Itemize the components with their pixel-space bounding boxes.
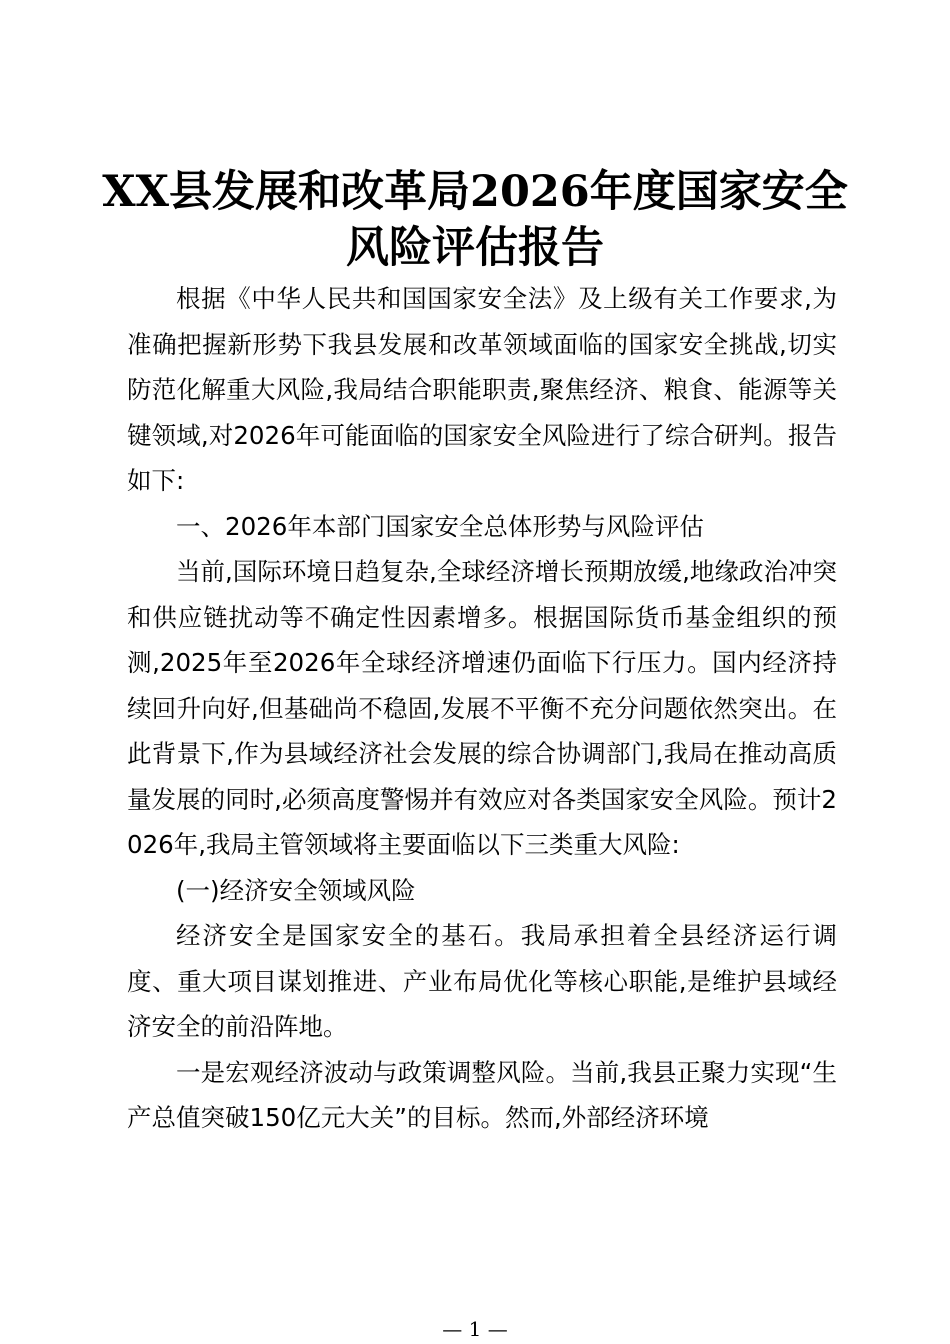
page-number: — 1 — — [442, 1317, 508, 1341]
paragraph-intro: 根据《中华人民共和国国家安全法》及上级有关工作要求,为准确把握新形势下我县发展和改革领域面临的国家安全挑战,切实防范化解重大风险,我局结合职能职责,聚焦经济、粮食、能源等关键领域,对2026年可能面临的国家安全风险进行了综合研判。报告如下: — [127, 284, 837, 495]
subsection-heading-economic: (一)经济安全领域风险 — [176, 875, 416, 905]
title-line-2: 风险评估报告 — [346, 223, 604, 273]
paragraph-macro-risk: 一是宏观经济波动与政策调整风险。当前,我县正聚力实现“生产总值突破150亿元大关”的目标。然而,外部经济环境 — [127, 1057, 837, 1132]
document-title — [0, 164, 950, 276]
section-heading-1: 一、2026年本部门国家安全总体形势与风险评估 — [176, 511, 704, 541]
paragraph-economic-security: 经济安全是国家安全的基石。我局承担着全县经济运行调度、重大项目谋划推进、产业布局优化等核心职能,是维护县域经济安全的前沿阵地。 — [127, 921, 837, 1041]
document-body — [127, 276, 837, 1141]
paragraph-situation: 当前,国际环境日趋复杂,全球经济增长预期放缓,地缘政治冲突和供应链扰动等不确定性因素增多。根据国际货币基金组织的预测,2025年至2026年全球经济增速仍面临下行压力。国内经济持续回升向好,但基础尚不稳固,发展不平衡不充分问题依然突出。在此背景下,作为县域经济社会发展的综合协调部门,我局在推动高质量发展的同时,必须高度警惕并有效应对各类国家安全风险。预计2026年,我局主管领域将主要面临以下三类重大风险: — [127, 557, 837, 859]
title-line-1: XX县发展和改革局2026年度国家安全 — [102, 167, 848, 217]
